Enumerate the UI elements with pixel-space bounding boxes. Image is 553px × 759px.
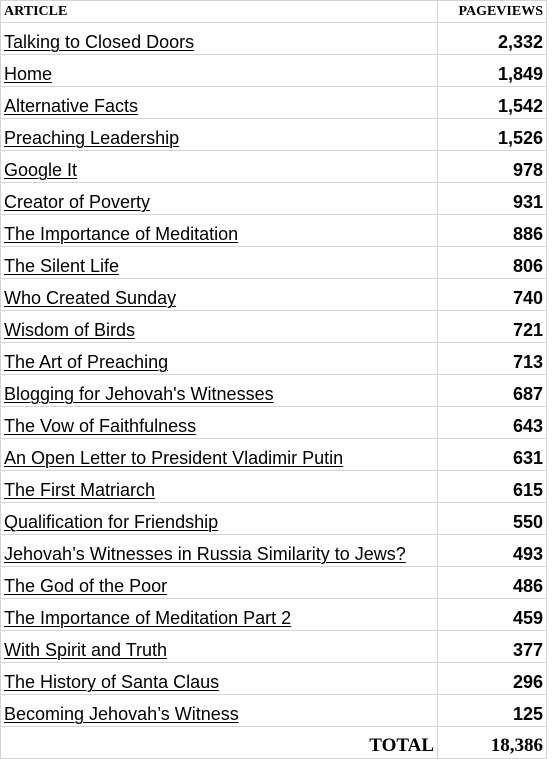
article-link[interactable]: The Importance of Meditation Part 2 [4,608,292,628]
total-value: 18,386 [438,727,547,759]
table-row [1,279,547,311]
pageviews-cell: 806 [438,247,547,279]
article-link[interactable]: Alternative Facts [4,96,139,116]
pageviews-cell: 1,542 [438,87,547,119]
article-cell [1,215,438,247]
table-row [1,503,547,535]
article-cell [1,503,438,535]
pageviews-cell: 740 [438,279,547,311]
article-link[interactable]: An Open Letter to President Vladimir Putin [4,448,344,468]
table-body [1,23,547,727]
article-cell [1,87,438,119]
table-row [1,567,547,599]
pageviews-cell: 1,849 [438,55,547,87]
pageviews-cell: 931 [438,183,547,215]
article-link[interactable]: The First Matriarch [4,480,156,500]
article-link[interactable]: The Art of Preaching [4,352,169,372]
pageviews-cell: 615 [438,471,547,503]
table-row [1,247,547,279]
pageviews-cell: 643 [438,407,547,439]
article-link[interactable]: The History of Santa Claus [4,672,220,692]
article-link[interactable]: Becoming Jehovah’s Witness [4,704,239,724]
table-row [1,471,547,503]
article-cell [1,567,438,599]
pageviews-column-header: PAGEVIEWS [438,1,547,23]
pageviews-cell: 978 [438,151,547,183]
pageviews-cell: 125 [438,695,547,727]
article-link[interactable]: The Vow of Faithfulness [4,416,197,436]
article-cell [1,311,438,343]
table-row [1,407,547,439]
article-link[interactable]: The Silent Life [4,256,120,276]
pageviews-cell: 721 [438,311,547,343]
article-cell [1,471,438,503]
pageviews-cell: 377 [438,631,547,663]
article-cell [1,183,438,215]
article-link[interactable]: Creator of Poverty [4,192,151,212]
pageviews-cell: 296 [438,663,547,695]
article-cell [1,23,438,55]
article-link[interactable]: The God of the Poor [4,576,168,596]
table-row [1,55,547,87]
article-column-header: ARTICLE [1,1,438,23]
article-link[interactable]: Home [4,64,53,84]
article-link[interactable]: Preaching Leadership [4,128,180,148]
table-row [1,375,547,407]
article-cell [1,663,438,695]
pageviews-cell: 486 [438,567,547,599]
pageviews-cell: 550 [438,503,547,535]
article-link[interactable]: With Spirit and Truth [4,640,168,660]
table-row [1,631,547,663]
table-row [1,183,547,215]
article-cell [1,151,438,183]
table-row [1,311,547,343]
article-link[interactable]: Blogging for Jehovah's Witnesses [4,384,274,404]
article-cell [1,695,438,727]
table-row [1,695,547,727]
total-label: TOTAL [1,727,438,759]
table-row [1,119,547,151]
table-row [1,87,547,119]
pageviews-cell: 713 [438,343,547,375]
article-link[interactable]: Qualification for Friendship [4,512,219,532]
article-link[interactable]: Google It [4,160,78,180]
article-cell [1,119,438,151]
total-row [1,727,547,759]
pageviews-cell: 1,526 [438,119,547,151]
article-cell [1,55,438,87]
article-link[interactable]: Talking to Closed Doors [4,32,195,52]
article-cell [1,247,438,279]
article-cell [1,439,438,471]
pageviews-cell: 493 [438,535,547,567]
table-row [1,663,547,695]
header-row [1,1,547,23]
table-row [1,343,547,375]
article-link[interactable]: Jehovah’s Witnesses in Russia Similarity to Jews? [4,544,406,564]
table-row [1,535,547,567]
article-cell [1,375,438,407]
article-cell [1,343,438,375]
pageviews-cell: 631 [438,439,547,471]
table-row [1,151,547,183]
table-row [1,23,547,55]
table-row [1,215,547,247]
table-row [1,599,547,631]
article-cell [1,535,438,567]
article-link[interactable]: Who Created Sunday [4,288,177,308]
article-cell [1,279,438,311]
article-cell [1,599,438,631]
article-link[interactable]: Wisdom of Birds [4,320,136,340]
pageviews-cell: 459 [438,599,547,631]
article-link[interactable]: The Importance of Meditation [4,224,239,244]
pageviews-cell: 687 [438,375,547,407]
pageviews-cell: 886 [438,215,547,247]
article-cell [1,631,438,663]
table-row [1,439,547,471]
pageviews-cell: 2,332 [438,23,547,55]
article-cell [1,407,438,439]
